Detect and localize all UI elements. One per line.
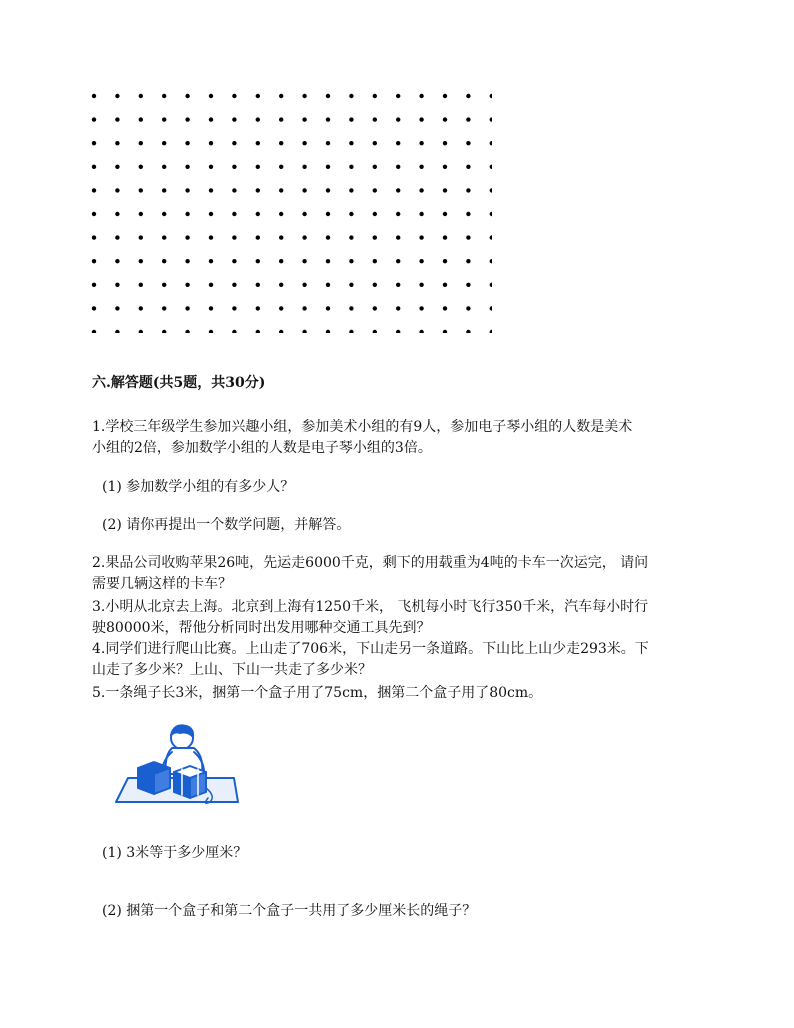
grid-dot (162, 259, 166, 263)
grid-dot (162, 141, 166, 145)
grid-dot (209, 306, 213, 310)
grid-dot (490, 165, 492, 169)
grid-dot (232, 188, 236, 192)
grid-dot (209, 259, 213, 263)
grid-dot (185, 117, 189, 121)
question-5-line-1: 5.一条绳子长3米，捆第一个盒子用了75cm，捆第二个盒子用了80cm。 (92, 685, 543, 701)
grid-dot (302, 94, 306, 98)
grid-dot (419, 330, 423, 333)
grid-dot (279, 188, 283, 192)
grid-dot (396, 283, 400, 287)
grid-dot (326, 212, 330, 216)
grid-dot (209, 117, 213, 121)
grid-dot (302, 235, 306, 239)
grid-dot (279, 283, 283, 287)
grid-dot (209, 330, 213, 333)
grid-dot (209, 165, 213, 169)
grid-dot (466, 212, 470, 216)
grid-dot (92, 235, 96, 239)
grid-dot (419, 259, 423, 263)
grid-dot (209, 188, 213, 192)
grid-dot (185, 235, 189, 239)
question-4-line-2: 山走了多少米？上山、下山一共走了多少米？ (92, 662, 372, 678)
grid-dot (232, 165, 236, 169)
grid-dot (419, 283, 423, 287)
grid-dot (302, 117, 306, 121)
grid-dot (185, 141, 189, 145)
grid-dot (349, 283, 353, 287)
grid-dot (373, 141, 377, 145)
grid-dot (209, 212, 213, 216)
grid-dot (185, 259, 189, 263)
grid-dot (232, 306, 236, 310)
grid-dot (115, 117, 119, 121)
grid-dot (162, 330, 166, 333)
grid-dot (466, 330, 470, 333)
grid-dot (419, 117, 423, 121)
grid-dot (326, 165, 330, 169)
grid-dot (466, 235, 470, 239)
grid-dot (115, 283, 119, 287)
grid-dot (443, 235, 447, 239)
grid-dot (185, 283, 189, 287)
grid-dot (232, 94, 236, 98)
grid-dot (490, 94, 492, 98)
grid-dot (443, 141, 447, 145)
grid-dot (256, 306, 260, 310)
grid-dot (209, 235, 213, 239)
grid-dot (139, 141, 143, 145)
grid-dot (139, 259, 143, 263)
grid-dot (419, 306, 423, 310)
dot-grid (90, 93, 492, 333)
grid-dot (115, 235, 119, 239)
grid-dot (302, 259, 306, 263)
grid-dot (466, 259, 470, 263)
grid-dot (419, 141, 423, 145)
grid-dot (349, 117, 353, 121)
grid-dot (256, 212, 260, 216)
grid-dot (326, 117, 330, 121)
grid-dot (396, 330, 400, 333)
grid-dot (443, 212, 447, 216)
grid-dot (349, 188, 353, 192)
grid-dot (349, 165, 353, 169)
grid-dot (419, 165, 423, 169)
grid-dot (279, 165, 283, 169)
grid-dot (396, 117, 400, 121)
question-5-sub-2: (2) 捆第一个盒子和第二个盒子一共用了多少厘米长的绳子？ (102, 903, 477, 919)
grid-dot (279, 259, 283, 263)
grid-dot (256, 117, 260, 121)
grid-dot (115, 259, 119, 263)
grid-dot (396, 141, 400, 145)
grid-dot (302, 188, 306, 192)
grid-dot (139, 94, 143, 98)
grid-dot (139, 212, 143, 216)
grid-dot (256, 141, 260, 145)
grid-dot (466, 94, 470, 98)
grid-dot (443, 165, 447, 169)
grid-dot (162, 306, 166, 310)
grid-dot (139, 165, 143, 169)
grid-dot (326, 259, 330, 263)
grid-dot (92, 165, 96, 169)
grid-dot (92, 117, 96, 121)
grid-dot (256, 235, 260, 239)
grid-dot (466, 306, 470, 310)
grid-dot (302, 141, 306, 145)
grid-dot (326, 141, 330, 145)
grid-dot (466, 188, 470, 192)
grid-dot (232, 235, 236, 239)
grid-dot (396, 188, 400, 192)
grid-dot (443, 259, 447, 263)
grid-dot (349, 212, 353, 216)
grid-dot (232, 117, 236, 121)
grid-dot (279, 94, 283, 98)
grid-dot (373, 259, 377, 263)
grid-dot (302, 283, 306, 287)
question-1-sub-1: (1) 参加数学小组的有多少人？ (102, 479, 295, 495)
grid-dot (256, 165, 260, 169)
grid-dot (396, 235, 400, 239)
boy-tying-boxes-icon (110, 722, 240, 810)
section-title: 六.解答题(共5题，共30分) (92, 375, 266, 391)
grid-dot (326, 94, 330, 98)
grid-dot (115, 306, 119, 310)
grid-dot (115, 165, 119, 169)
grid-dot (185, 330, 189, 333)
grid-dot (419, 235, 423, 239)
grid-dot (326, 306, 330, 310)
grid-dot (162, 212, 166, 216)
grid-dot (490, 283, 492, 287)
grid-dot (139, 306, 143, 310)
grid-dot (349, 94, 353, 98)
grid-dot (139, 330, 143, 333)
grid-dot (326, 283, 330, 287)
grid-dot (256, 283, 260, 287)
grid-dot (256, 330, 260, 333)
grid-dot (490, 259, 492, 263)
grid-dot (349, 259, 353, 263)
grid-dot (349, 141, 353, 145)
question-4-line-1: 4.同学们进行爬山比赛。上山走了706米，下山走另一条道路。下山比上山少走293米。下 (92, 641, 649, 657)
grid-dot (115, 94, 119, 98)
grid-dot (185, 188, 189, 192)
grid-dot (209, 94, 213, 98)
grid-dot (302, 330, 306, 333)
grid-dot (349, 330, 353, 333)
grid-dot (162, 235, 166, 239)
grid-dot (490, 212, 492, 216)
grid-dot (115, 212, 119, 216)
question-1-sub-2: (2) 请你再提出一个数学问题，并解答。 (102, 517, 351, 533)
question-1-line-1: 1.学校三年级学生参加兴趣小组，参加美术小组的有9人，参加电子琴小组的人数是美术 (92, 419, 633, 435)
grid-dot (185, 212, 189, 216)
grid-dot (139, 188, 143, 192)
grid-dot (92, 283, 96, 287)
grid-dot (466, 283, 470, 287)
question-5-sub-1: (1) 3米等于多少厘米？ (102, 845, 248, 861)
grid-dot (373, 188, 377, 192)
grid-dot (256, 259, 260, 263)
question-2-line-1: 2.果品公司收购苹果26吨，先运走6000千克，剩下的用载重为4吨的卡车一次运完， 请问 (92, 555, 649, 571)
question-2-line-2: 需要几辆这样的卡车？ (92, 576, 232, 592)
question-3-line-1: 3.小明从北京去上海。北京到上海有1250千米， 飞机每小时飞行350千米，汽车每小时行 (92, 599, 649, 615)
grid-dot (92, 330, 96, 333)
grid-dot (92, 259, 96, 263)
grid-dot (279, 141, 283, 145)
grid-dot (139, 117, 143, 121)
grid-dot (139, 235, 143, 239)
grid-dot (373, 330, 377, 333)
grid-dot (232, 330, 236, 333)
grid-dot (396, 165, 400, 169)
grid-dot (162, 94, 166, 98)
grid-dot (302, 212, 306, 216)
grid-dot (373, 212, 377, 216)
grid-dot (185, 306, 189, 310)
question-1-line-2: 小组的2倍，参加数学小组的人数是电子琴小组的3倍。 (92, 440, 432, 456)
grid-dot (490, 188, 492, 192)
grid-dot (373, 235, 377, 239)
question-3-line-2: 驶80000米，帮他分析同时出发用哪种交通工具先到？ (92, 620, 431, 636)
grid-dot (443, 283, 447, 287)
grid-dot (490, 141, 492, 145)
grid-dot (279, 306, 283, 310)
grid-dot (185, 165, 189, 169)
grid-dot (162, 188, 166, 192)
grid-dot (373, 283, 377, 287)
grid-dot (115, 188, 119, 192)
grid-dot (373, 306, 377, 310)
grid-dot (443, 306, 447, 310)
grid-dot (162, 165, 166, 169)
grid-dot (396, 306, 400, 310)
grid-dot (162, 283, 166, 287)
grid-dot (326, 188, 330, 192)
grid-dot (419, 94, 423, 98)
grid-dot (92, 212, 96, 216)
grid-dot (139, 283, 143, 287)
grid-dot (92, 306, 96, 310)
grid-dot (326, 235, 330, 239)
grid-dot (279, 212, 283, 216)
grid-dot (115, 330, 119, 333)
grid-dot (185, 94, 189, 98)
grid-dot (326, 330, 330, 333)
grid-dot (92, 141, 96, 145)
grid-dot (232, 283, 236, 287)
grid-dot (419, 188, 423, 192)
grid-dot (279, 117, 283, 121)
grid-dot (490, 330, 492, 333)
grid-dot (349, 235, 353, 239)
grid-dot (466, 117, 470, 121)
grid-dot (396, 94, 400, 98)
grid-dot (443, 330, 447, 333)
grid-dot (92, 188, 96, 192)
grid-dot (349, 306, 353, 310)
grid-dot (443, 94, 447, 98)
grid-dot (256, 188, 260, 192)
grid-dot (209, 141, 213, 145)
grid-dot (302, 306, 306, 310)
grid-dot (490, 306, 492, 310)
grid-dot (466, 165, 470, 169)
grid-dot (373, 117, 377, 121)
grid-dot (256, 94, 260, 98)
grid-dot (232, 141, 236, 145)
grid-dot (373, 165, 377, 169)
grid-dot (209, 283, 213, 287)
grid-dot (232, 259, 236, 263)
grid-dot (162, 117, 166, 121)
grid-dot (419, 212, 423, 216)
grid-dot (92, 94, 96, 98)
grid-dot (302, 165, 306, 169)
grid-dot (232, 212, 236, 216)
grid-dot (443, 117, 447, 121)
grid-dot (396, 259, 400, 263)
grid-dot (490, 117, 492, 121)
grid-dot (279, 330, 283, 333)
grid-dot (490, 235, 492, 239)
grid-dot (443, 188, 447, 192)
grid-dot (396, 212, 400, 216)
grid-dot (279, 235, 283, 239)
grid-dot (115, 141, 119, 145)
grid-dot (466, 141, 470, 145)
grid-dot (373, 94, 377, 98)
